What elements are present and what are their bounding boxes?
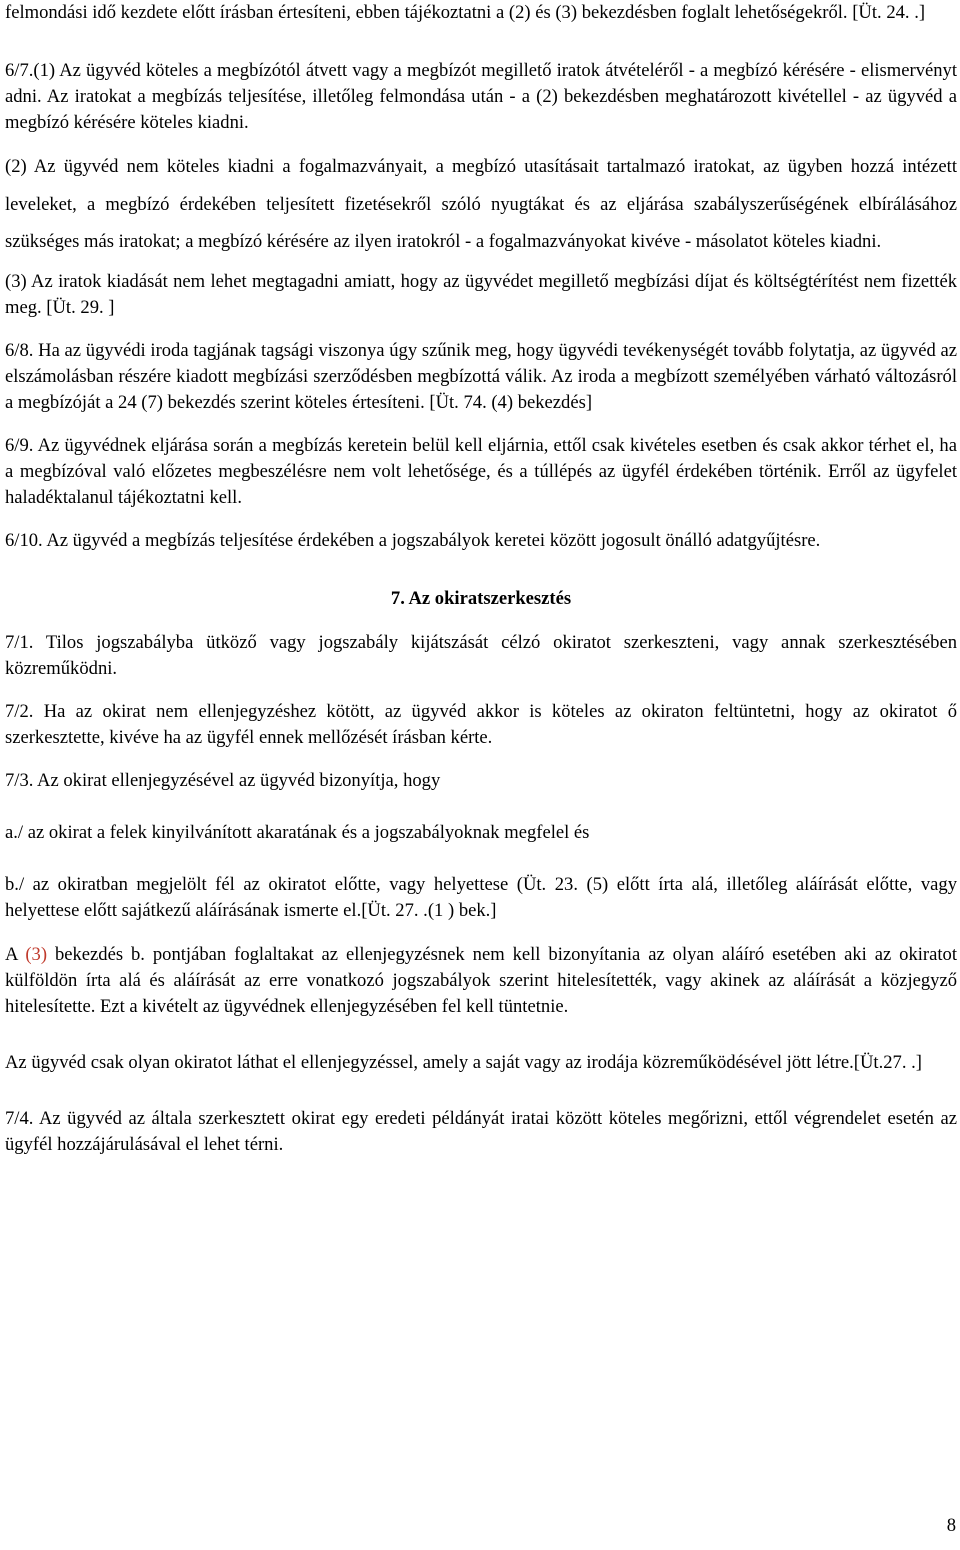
- paragraph-text: bekezdés b. pontjában foglaltakat az ellenjegyzésnek nem kell bizonyítania az olyan aláíró esetében aki az okiratot külföldön írta alá és aláírását az erre vonatkozó jogszabályok szerint hitelesítették, vagy akinek az aláírását a közjegyző hitelesítette. Ezt a kivételt az ügyvédnek ellenjegyzésében fel kell tüntetnie.: [5, 944, 957, 1017]
- highlighted-reference: (3): [25, 944, 48, 965]
- section-heading: 7. Az okiratszerkesztés: [390, 587, 572, 609]
- paragraph: a./ az okirat a felek kinyilvánított akaratának és a jogszabályoknak megfelel és: [5, 822, 590, 843]
- paragraph: 7/3. Az okirat ellenjegyzésével az ügyvéd bizonyítja, hogy: [5, 770, 441, 791]
- paragraph: (3) Az iratok kiadását nem lehet megtagadni amiatt, hogy az ügyvédet megillető megbízási díjat és költségtérítést nem fizették meg. [Üt. 29. ]: [5, 270, 957, 318]
- paragraph: felmondási idő kezdete előtt írásban értesíteni, ebben tájékoztatni a (2) és (3) bekezdésben foglalt lehetőségekről. [Üt. 24. .]: [5, 2, 926, 23]
- paragraph: 6/7.(1) Az ügyvéd köteles a megbízótól átvett vagy a megbízót megillető iratok átvételéről - a megbízó kérésére - elismervényt adni. Az iratokat a megbízás teljesítése, illetőleg felmondása után - a (2) bekezdésben meghatározott kivétellel - az ügyvéd a megbízó kérésére köteles kiadni.: [5, 60, 957, 133]
- paragraph: 7/2. Ha az okirat nem ellenjegyzéshez kötött, az ügyvéd akkor is köteles az okiraton feltüntetni, hogy az okiratot ő szerkesztette, kivéve ha az ügyfél ennek mellőzését írásban kérte.: [5, 701, 957, 748]
- paragraph: 7/1. Tilos jogszabályba ütköző vagy jogszabály kijátszását célzó okiratot szerkeszteni, vagy annak szerkesztésében közreműködni.: [5, 632, 957, 679]
- paragraph: 6/9. Az ügyvédnek eljárása során a megbízás keretein belül kell eljárnia, ettől csak kivételes esetben és csak akkor térhet el, ha a megbízóval való előzetes megbeszélésre nem volt lehetősége, és a túllépés az ügyfél érdekében történik. Erről az ügyfelet haladéktalanul tájékoztatni kell.: [5, 434, 957, 508]
- paragraph: (2) Az ügyvéd nem köteles kiadni a fogalmazványait, a megbízó utasításait tartalmazó iratokat, az ügyben hozzá intézett leveleket, a megbízó érdekében teljesített fizetésekről szóló nyugtákat és az eljárása szabályszerűségének elbírálásához szükséges más iratokat; a megbízó kérésére az ilyen iratokról - a fogalmazványokat kivéve - másolatot köteles kiadni.: [5, 156, 957, 252]
- paragraph-text: A: [5, 944, 26, 965]
- page-number: 8: [946, 1515, 956, 1536]
- document-page: [5, 0, 957, 1158]
- paragraph: Az ügyvéd csak olyan okiratot láthat el ellenjegyzéssel, amely a saját vagy az irodája közreműködésével jött létre.[Üt.27. .]: [5, 1052, 922, 1073]
- paragraph: 6/8. Ha az ügyvédi iroda tagjának tagsági viszonya úgy szűnik meg, hogy ügyvédi tevékenységét tovább folytatja, az ügyvéd az elszámolásban részére kiadott megbízási szerződésben megbízottá válik. Az iroda a megbízott személyében várható változásról a megbízóját a 24 (7) bekezdés szerint köteles értesíteni. [Üt. 74. (4) bekezdés]: [5, 339, 957, 413]
- paragraph: 7/4. Az ügyvéd az általa szerkesztett okirat egy eredeti példányát iratai között köteles megőrizni, ettől végrendelet esetén az ügyfél hozzájárulásával el lehet térni.: [5, 1108, 957, 1155]
- paragraph: b./ az okiratban megjelölt fél az okiratot előtte, vagy helyettese (Üt. 23. (5) előtt írta alá, illetőleg aláírását előtte, vagy helyettese előtt sajátkezű aláírásának ismerte el.[Üt. 27. .(1 ) bek.]: [5, 874, 957, 921]
- paragraph: [5, 942, 957, 1020]
- paragraph: 6/10. Az ügyvéd a megbízás teljesítése érdekében a jogszabályok keretei között jogosult önálló adatgyűjtésre.: [5, 529, 821, 551]
